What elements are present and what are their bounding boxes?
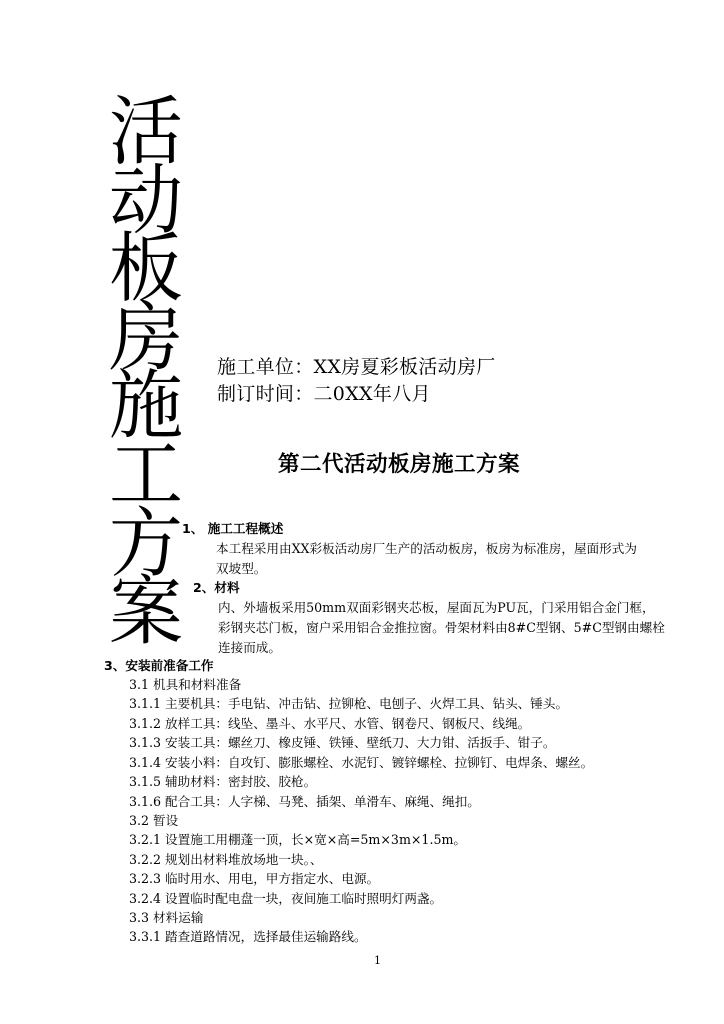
list-item: 3.2.4 设置临时配电盘一块，夜间施工临时照明灯两盏。 <box>129 891 443 906</box>
list-item: 3.2 暂设 <box>129 813 179 828</box>
drafting-date-line: 制订时间：二0XX年八月 <box>217 383 431 405</box>
section-2-body: 彩钢夹芯门板，窗户采用铝合金推拉窗。骨架材料由8#C型钢、5#C型钢由螺栓 <box>218 620 665 635</box>
section-1-body: 双坡型。 <box>216 561 267 576</box>
cover-title-char: 活 <box>109 88 183 176</box>
list-item: 3.1 机具和材料准备 <box>129 677 242 692</box>
list-item: 3.1.1 主要机具：手电钻、冲击钻、拉铆枪、电刨子、火焊工具、钻头、锤头。 <box>129 696 569 711</box>
list-item: 3.1.5 辅助材料：密封胶、胶枪。 <box>129 774 317 789</box>
section-1-body: 本工程采用由XX彩板活动房厂生产的活动板房，板房为标准房，屋面形式为 <box>216 541 637 556</box>
section-3-heading: 3、安装前准备工作 <box>104 658 214 673</box>
list-item: 3.1.2 放样工具：线坠、墨斗、水平尺、水管、钢卷尺、钢板尺、线绳。 <box>129 716 531 731</box>
cover-title-char: 房 <box>109 293 183 382</box>
list-item: 3.1.3 安装工具：螺丝刀、橡皮锤、铁锤、壁纸刀、大力钳、活扳手、钳子。 <box>129 735 556 750</box>
construction-unit-line: 施工单位：XX房夏彩板活动房厂 <box>217 356 496 378</box>
cover-title-char: 施 <box>109 362 183 451</box>
list-item: 3.3 材料运输 <box>129 910 204 925</box>
cover-title-char: 方 <box>109 499 183 588</box>
list-item: 3.2.3 临时用水、用电，甲方指定水、电源。 <box>129 871 380 886</box>
document-title: 第二代活动板房施工方案 <box>278 452 521 477</box>
cover-title-char: 板 <box>109 225 183 314</box>
cover-title-vertical <box>100 88 192 657</box>
section-2-body: 内、外墙板采用50mm双面彩钢夹芯板，屋面瓦为PU瓦，门采用铝合金门框， <box>218 600 655 615</box>
section-2-heading: 2、材料 <box>193 580 240 595</box>
list-item: 3.1.4 安装小料：自攻钉、膨胀螺栓、水泥钉、镀锌螺栓、拉铆钉、电焊条、螺丝。 <box>129 755 594 770</box>
section-2-body: 连接而成。 <box>218 640 281 655</box>
cover-title-char: 案 <box>109 568 183 657</box>
list-item: 3.2.1 设置施工用棚蓬一顶，长×宽×高=5m×3m×1.5m。 <box>129 832 466 847</box>
cover-title-char: 动 <box>109 156 183 245</box>
list-item: 3.1.6 配合工具：人字梯、马凳、插架、单滑车、麻绳、绳扣。 <box>129 794 480 809</box>
page-number: 1 <box>374 954 381 967</box>
list-item: 3.3.1 踏查道路情况，选择最佳运输路线。 <box>129 929 367 944</box>
section-1-heading: 1、 施工工程概述 <box>182 521 284 536</box>
list-item: 3.2.2 规划出材料堆放场地一块。、 <box>129 852 323 867</box>
cover-title-char: 工 <box>109 431 183 519</box>
